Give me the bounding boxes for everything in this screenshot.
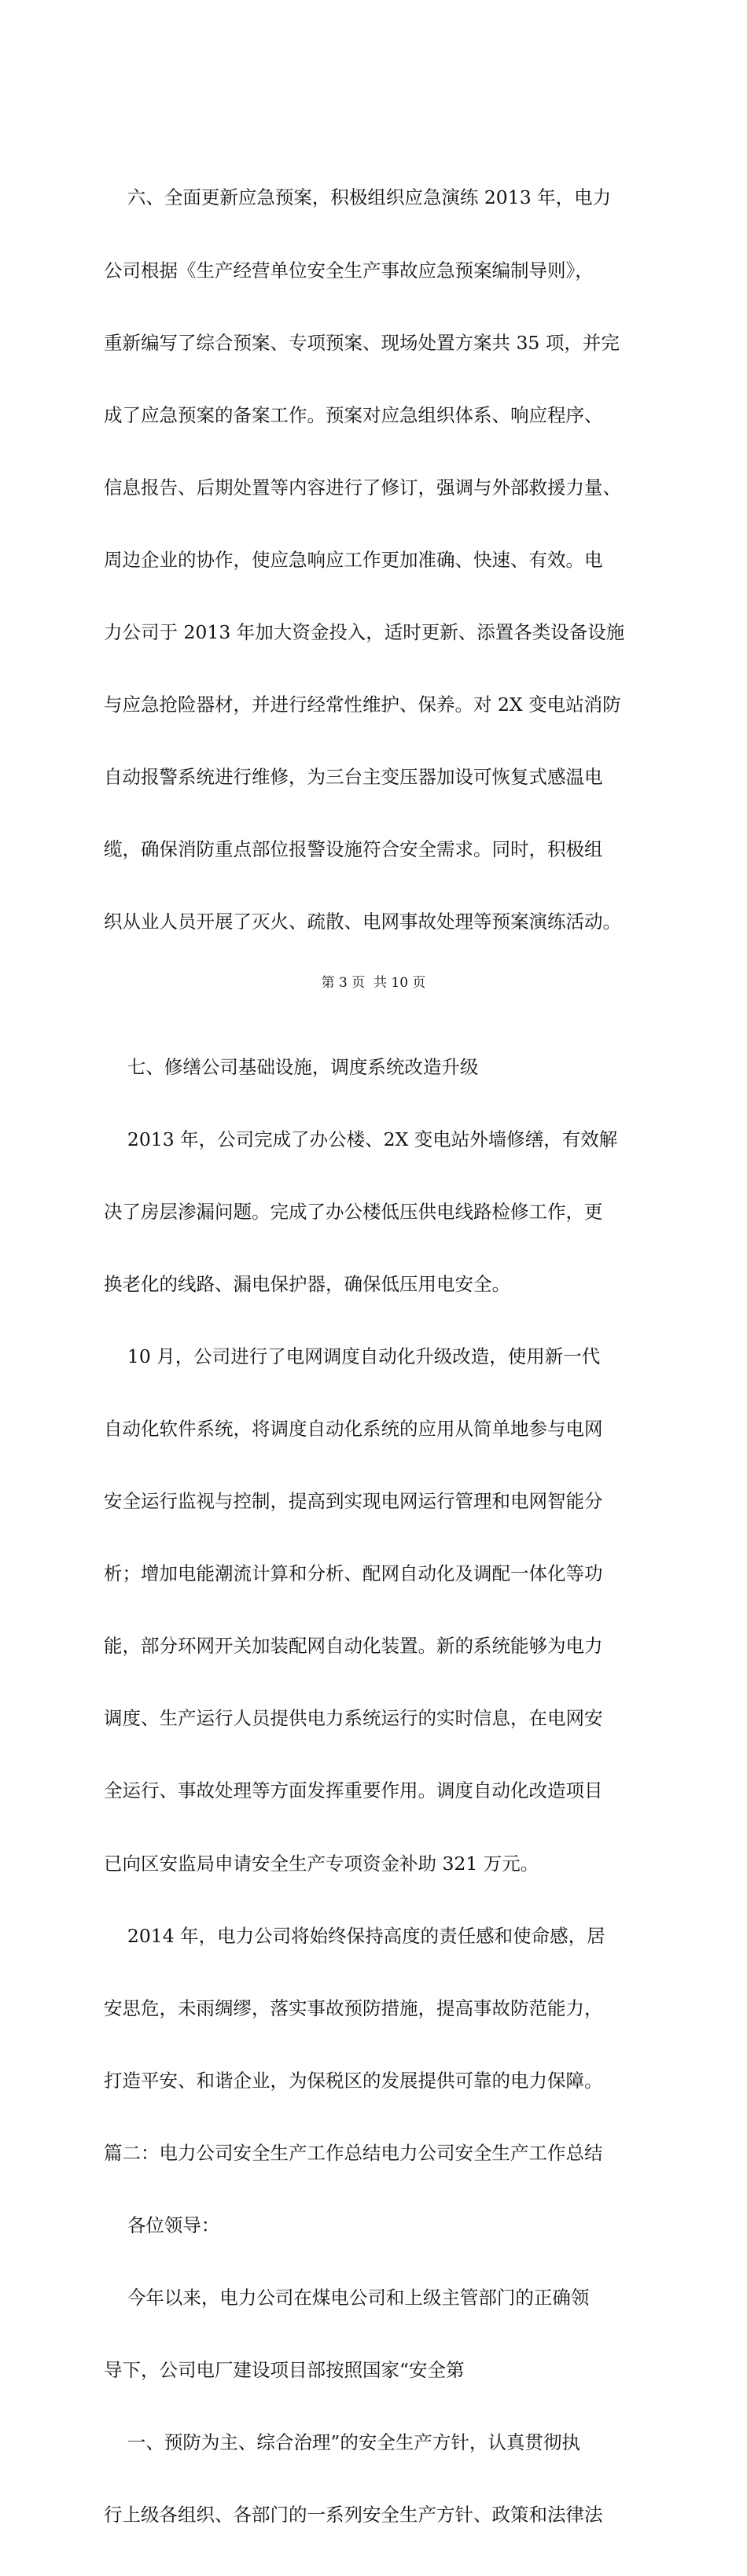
text-line: 打造平安、和谐企业，为保税区的发展提供可靠的电力保障。	[104, 2069, 603, 2092]
text-line: 行上级各组织、各部门的一系列安全生产方针、政策和法律法	[104, 2504, 603, 2526]
text-line: 重新编写了综合预案、专项预案、现场处置方案共 35 项，并完	[104, 331, 620, 354]
text-line: 篇二：电力公司安全生产工作总结电力公司安全生产工作总结	[104, 2141, 603, 2164]
text-line: 2013 年，公司完成了办公楼、2X 变电站外墙修缮，有效解	[104, 1128, 618, 1150]
text-line: 能，部分环网开关加装配网自动化装置。新的系统能够为电力	[104, 1635, 603, 1658]
text-line: 10 月，公司进行了电网调度自动化升级改造，使用新一代	[104, 1345, 601, 1367]
text-line: 公司根据《生产经营单位安全生产事故应急预案编制导则》，	[104, 259, 594, 282]
text-line: 安思危，未雨绸缪，落实事故预防措施，提高事故防范能力，	[104, 1996, 603, 2019]
text-line: 信息报告、后期处置等内容进行了修订，强调与外部救援力量、	[104, 476, 621, 499]
section-heading: 七、修缮公司基础设施，调度系统改造升级	[104, 1055, 479, 1078]
page-number-footer: 第 3 页 共 10 页	[321, 975, 426, 991]
text-line: 缆，确保消防重点部位报警设施符合安全需求。同时，积极组	[104, 838, 603, 861]
text-line: 导下，公司电厂建设项目部按照国家“安全第	[104, 2359, 465, 2382]
text-line: 决了房层渗漏问题。完成了办公楼低压供电线路检修工作，更	[104, 1200, 603, 1223]
text-line: 周边企业的协作，使应急响应工作更加准确、快速、有效。电	[104, 548, 603, 571]
text-line: 六、全面更新应急预案，积极组织应急演练 2013 年，电力	[104, 186, 612, 209]
text-line: 析；增加电能潮流计算和分析、配网自动化及调配一体化等功	[104, 1562, 603, 1585]
text-line: 一、预防为主、综合治理”的安全生产方针，认真贯彻执	[104, 2431, 580, 2454]
text-line: 与应急抢险器材，并进行经常性维护、保养。对 2X 变电站消防	[104, 694, 621, 716]
text-line: 已向区安监局申请安全生产专项资金补助 321 万元。	[104, 1852, 539, 1875]
text-line: 全运行、事故处理等方面发挥重要作用。调度自动化改造项目	[104, 1779, 603, 1802]
text-line: 各位领导：	[104, 2214, 220, 2237]
text-line: 换老化的线路、漏电保护器，确保低压用电安全。	[104, 1272, 510, 1295]
text-line: 成了应急预案的备案工作。预案对应急组织体系、响应程序、	[104, 403, 603, 426]
text-line: 自动报警系统进行维修，为三台主变压器加设可恢复式感温电	[104, 766, 603, 789]
text-line: 力公司于 2013 年加大资金投入，适时更新、添置各类设备设施	[104, 620, 625, 643]
text-line: 2014 年，电力公司将始终保持高度的责任感和使命感，居	[104, 1924, 605, 1947]
text-line: 调度、生产运行人员提供电力系统运行的实时信息，在电网安	[104, 1707, 603, 1730]
text-line: 安全运行监视与控制，提高到实现电网运行管理和电网智能分	[104, 1490, 603, 1513]
document-body	[104, 138, 654, 2576]
text-line: 自动化软件系统，将调度自动化系统的应用从简单地参与电网	[104, 1418, 603, 1440]
text-line: 今年以来，电力公司在煤电公司和上级主管部门的正确领	[104, 2287, 590, 2309]
text-line: 织从业人员开展了灭火、疏散、电网事故处理等预案演练活动。	[104, 911, 621, 933]
